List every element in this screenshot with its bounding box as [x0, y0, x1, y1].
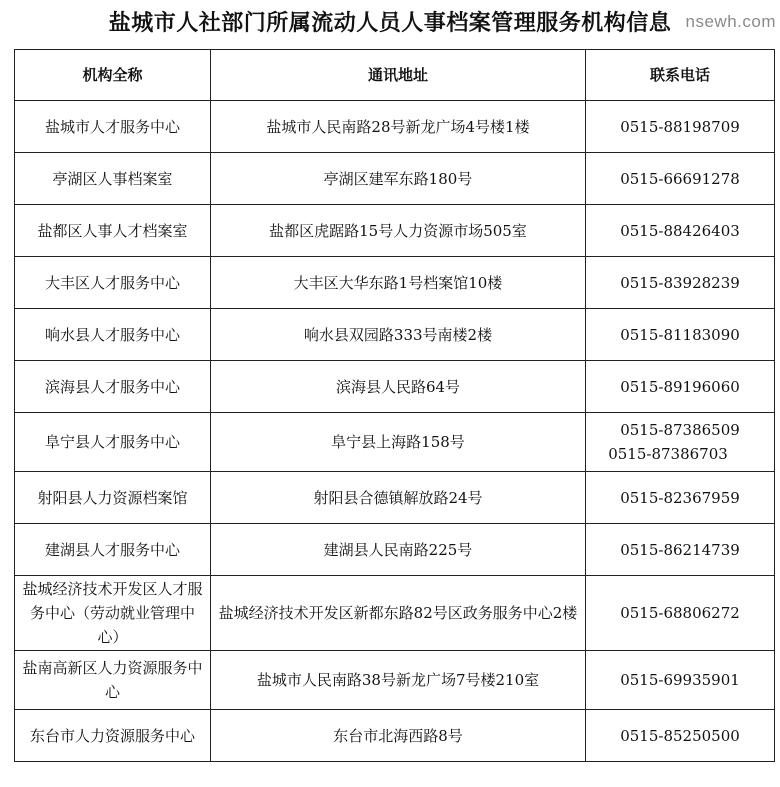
org-name: 盐都区人事人才档案室	[15, 205, 211, 257]
header-phone: 联系电话	[586, 50, 775, 101]
org-address: 东台市北海西路8号	[211, 710, 586, 762]
org-address: 响水县双园路333号南楼2楼	[211, 309, 586, 361]
org-address: 滨海县人民路64号	[211, 361, 586, 413]
table-row	[15, 153, 775, 205]
org-phone: 0515-88198709	[586, 101, 775, 153]
org-phone-secondary: 0515-87386703	[608, 445, 728, 463]
org-address: 大丰区大华东路1号档案馆10楼	[211, 257, 586, 309]
org-name: 阜宁县人才服务中心	[15, 413, 211, 472]
org-phone-cell	[586, 413, 775, 472]
org-address: 射阳县合德镇解放路24号	[211, 472, 586, 524]
org-phone: 0515-69935901	[586, 651, 775, 710]
org-phone: 0515-86214739	[586, 524, 775, 576]
org-address: 盐城经济技术开发区新都东路82号区政务服务中心2楼	[211, 576, 586, 651]
watermark: nsewh.com	[685, 12, 776, 31]
header-name: 机构全称	[15, 50, 211, 101]
org-phone: 0515-68806272	[586, 576, 775, 651]
org-phone: 0515-82367959	[586, 472, 775, 524]
table-row	[15, 309, 775, 361]
table-row	[15, 101, 775, 153]
org-address: 阜宁县上海路158号	[211, 413, 586, 472]
org-name: 盐城市人才服务中心	[15, 101, 211, 153]
table-row	[15, 576, 775, 651]
org-address: 亭湖区建军东路180号	[211, 153, 586, 205]
table-row	[15, 472, 775, 524]
org-phone: 0515-83928239	[586, 257, 775, 309]
table-header-row	[15, 50, 775, 101]
table-row	[15, 651, 775, 710]
org-name: 滨海县人才服务中心	[15, 361, 211, 413]
page-title: 盐城市人社部门所属流动人员人事档案管理服务机构信息	[108, 10, 672, 36]
org-address: 盐城市人民南路28号新龙广场4号楼1楼	[211, 101, 586, 153]
table-row	[15, 413, 775, 472]
org-address: 盐都区虎踞路15号人力资源市场505室	[211, 205, 586, 257]
org-phone: 0515-66691278	[586, 153, 775, 205]
org-name: 大丰区人才服务中心	[15, 257, 211, 309]
org-table	[14, 49, 775, 762]
org-name: 建湖县人才服务中心	[15, 524, 211, 576]
org-name: 东台市人力资源服务中心	[15, 710, 211, 762]
org-phone: 0515-87386509	[620, 421, 740, 439]
org-name: 盐南高新区人力资源服务中心	[15, 651, 211, 710]
header-address: 通讯地址	[211, 50, 586, 101]
org-phone: 0515-81183090	[586, 309, 775, 361]
table-row	[15, 710, 775, 762]
org-name: 响水县人才服务中心	[15, 309, 211, 361]
org-name: 盐城经济技术开发区人才服务中心（劳动就业管理中心）	[15, 576, 211, 651]
org-name: 亭湖区人事档案室	[15, 153, 211, 205]
table-row	[15, 361, 775, 413]
org-phone: 0515-89196060	[586, 361, 775, 413]
table-row	[15, 257, 775, 309]
org-phone: 0515-85250500	[586, 710, 775, 762]
table-row	[15, 205, 775, 257]
table-row	[15, 524, 775, 576]
org-address: 建湖县人民南路225号	[211, 524, 586, 576]
org-name: 射阳县人力资源档案馆	[15, 472, 211, 524]
org-address: 盐城市人民南路38号新龙广场7号楼210室	[211, 651, 586, 710]
org-phone: 0515-88426403	[586, 205, 775, 257]
